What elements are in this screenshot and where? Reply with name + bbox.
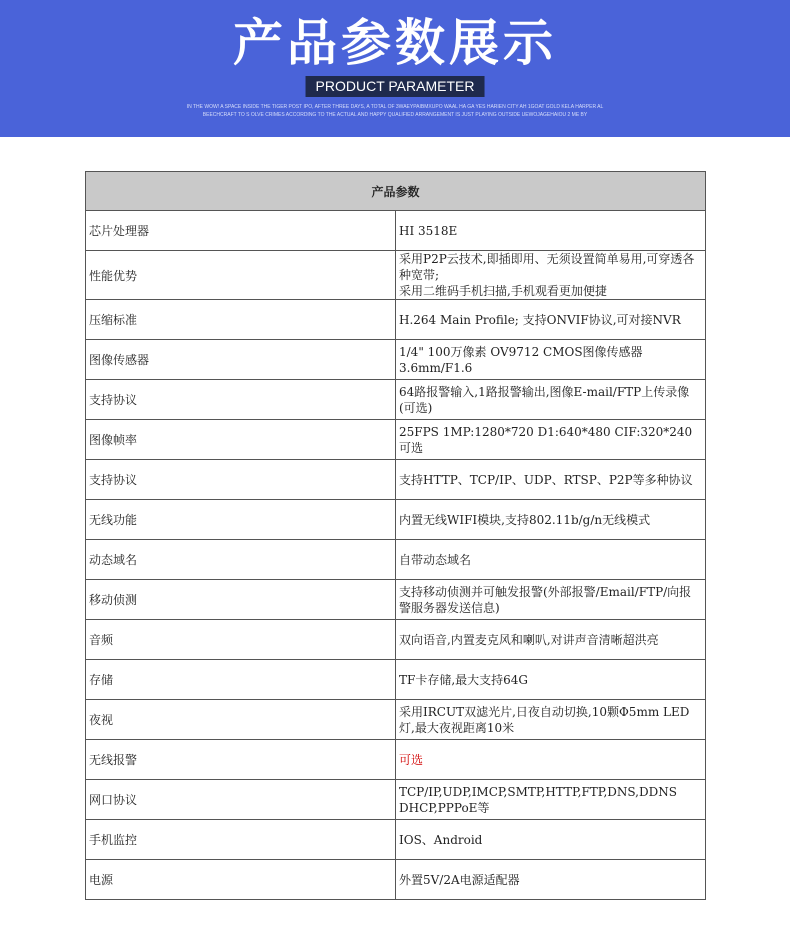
row-value-optional: 可选 <box>396 740 706 780</box>
row-label: 存储 <box>86 660 396 700</box>
table-row <box>86 740 706 780</box>
table-row <box>86 300 706 340</box>
header-banner <box>0 0 790 137</box>
row-value: 采用P2P云技术,即插即用、无须设置简单易用,可穿透各种宽带; 采用二维码手机扫描,手机观看更加便捷 <box>396 251 706 300</box>
table-row <box>86 500 706 540</box>
row-label: 压缩标准 <box>86 300 396 340</box>
table-row <box>86 620 706 660</box>
table-row <box>86 580 706 620</box>
row-value: IOS、Android <box>396 820 706 860</box>
table-row <box>86 860 706 900</box>
table-row <box>86 700 706 740</box>
table-row <box>86 820 706 860</box>
row-value: 1/4" 100万像素 OV9712 CMOS图像传感器 3.6mm/F1.6 <box>396 340 706 380</box>
row-label: 动态域名 <box>86 540 396 580</box>
row-value: HI 3518E <box>396 211 706 251</box>
row-value: 采用IRCUT双滤光片,日夜自动切换,10颗Φ5mm LED灯,最大夜视距离10米 <box>396 700 706 740</box>
row-value: 64路报警输入,1路报警输出,图像E-mail/FTP上传录像(可选) <box>396 380 706 420</box>
banner-title: 产品参数展示 <box>233 14 557 72</box>
row-label: 无线功能 <box>86 500 396 540</box>
product-parameter-table <box>85 171 706 900</box>
row-value: 25FPS 1MP:1280*720 D1:640*480 CIF:320*240可选 <box>396 420 706 460</box>
table-row <box>86 340 706 380</box>
row-label: 支持协议 <box>86 460 396 500</box>
table-row <box>86 380 706 420</box>
table-row <box>86 211 706 251</box>
row-label: 网口协议 <box>86 780 396 820</box>
table-row <box>86 420 706 460</box>
table-row <box>86 540 706 580</box>
row-label: 夜视 <box>86 700 396 740</box>
row-label: 支持协议 <box>86 380 396 420</box>
table-row <box>86 660 706 700</box>
table-row <box>86 251 706 300</box>
row-label: 性能优势 <box>86 251 396 300</box>
banner-subtitle: PRODUCT PARAMETER <box>306 76 485 97</box>
table-header-row <box>86 172 706 211</box>
row-value: 支持HTTP、TCP/IP、UDP、RTSP、P2P等多种协议 <box>396 460 706 500</box>
row-label: 电源 <box>86 860 396 900</box>
row-value: 支持移动侦测并可触发报警(外部报警/Email/FTP/向报警服务器发送信息) <box>396 580 706 620</box>
row-label: 手机监控 <box>86 820 396 860</box>
row-label: 图像帧率 <box>86 420 396 460</box>
table-row <box>86 460 706 500</box>
row-label: 音频 <box>86 620 396 660</box>
row-label: 移动侦测 <box>86 580 396 620</box>
row-value: TF卡存储,最大支持64G <box>396 660 706 700</box>
table-row <box>86 780 706 820</box>
row-value: H.264 Main Profile; 支持ONVIF协议,可对接NVR <box>396 300 706 340</box>
row-label: 无线报警 <box>86 740 396 780</box>
row-label: 图像传感器 <box>86 340 396 380</box>
banner-fine-print: IN THE WOW! A SPACE INSIDE THE TIGER POST IPO, AFTER THREE DAYS, A TOTAL OF 3WAEYPAIBMXUPO WAAL HA GA YES HARIEN CITY AH 1GOAT GOLD KELA HARPER AL BEECHCRAFT TO S OLVE CRIMES ACCORDING TO THE ACTUAL AND HAPPY QUALIFIED ARRANGEMENT IS JUST PLAYING OUTSIDE UEWOJAGEHAIOU 2 ME BY <box>186 104 604 118</box>
row-value: 内置无线WIFI模块,支持802.11b/g/n无线模式 <box>396 500 706 540</box>
row-value: 外置5V/2A电源适配器 <box>396 860 706 900</box>
row-label: 芯片处理器 <box>86 211 396 251</box>
row-value: TCP/IP,UDP,IMCP,SMTP,HTTP,FTP,DNS,DDNS DHCP,PPPoE等 <box>396 780 706 820</box>
row-value: 双向语音,内置麦克风和喇叭,对讲声音清晰超洪亮 <box>396 620 706 660</box>
row-value: 自带动态域名 <box>396 540 706 580</box>
table-header: 产品参数 <box>86 172 706 211</box>
